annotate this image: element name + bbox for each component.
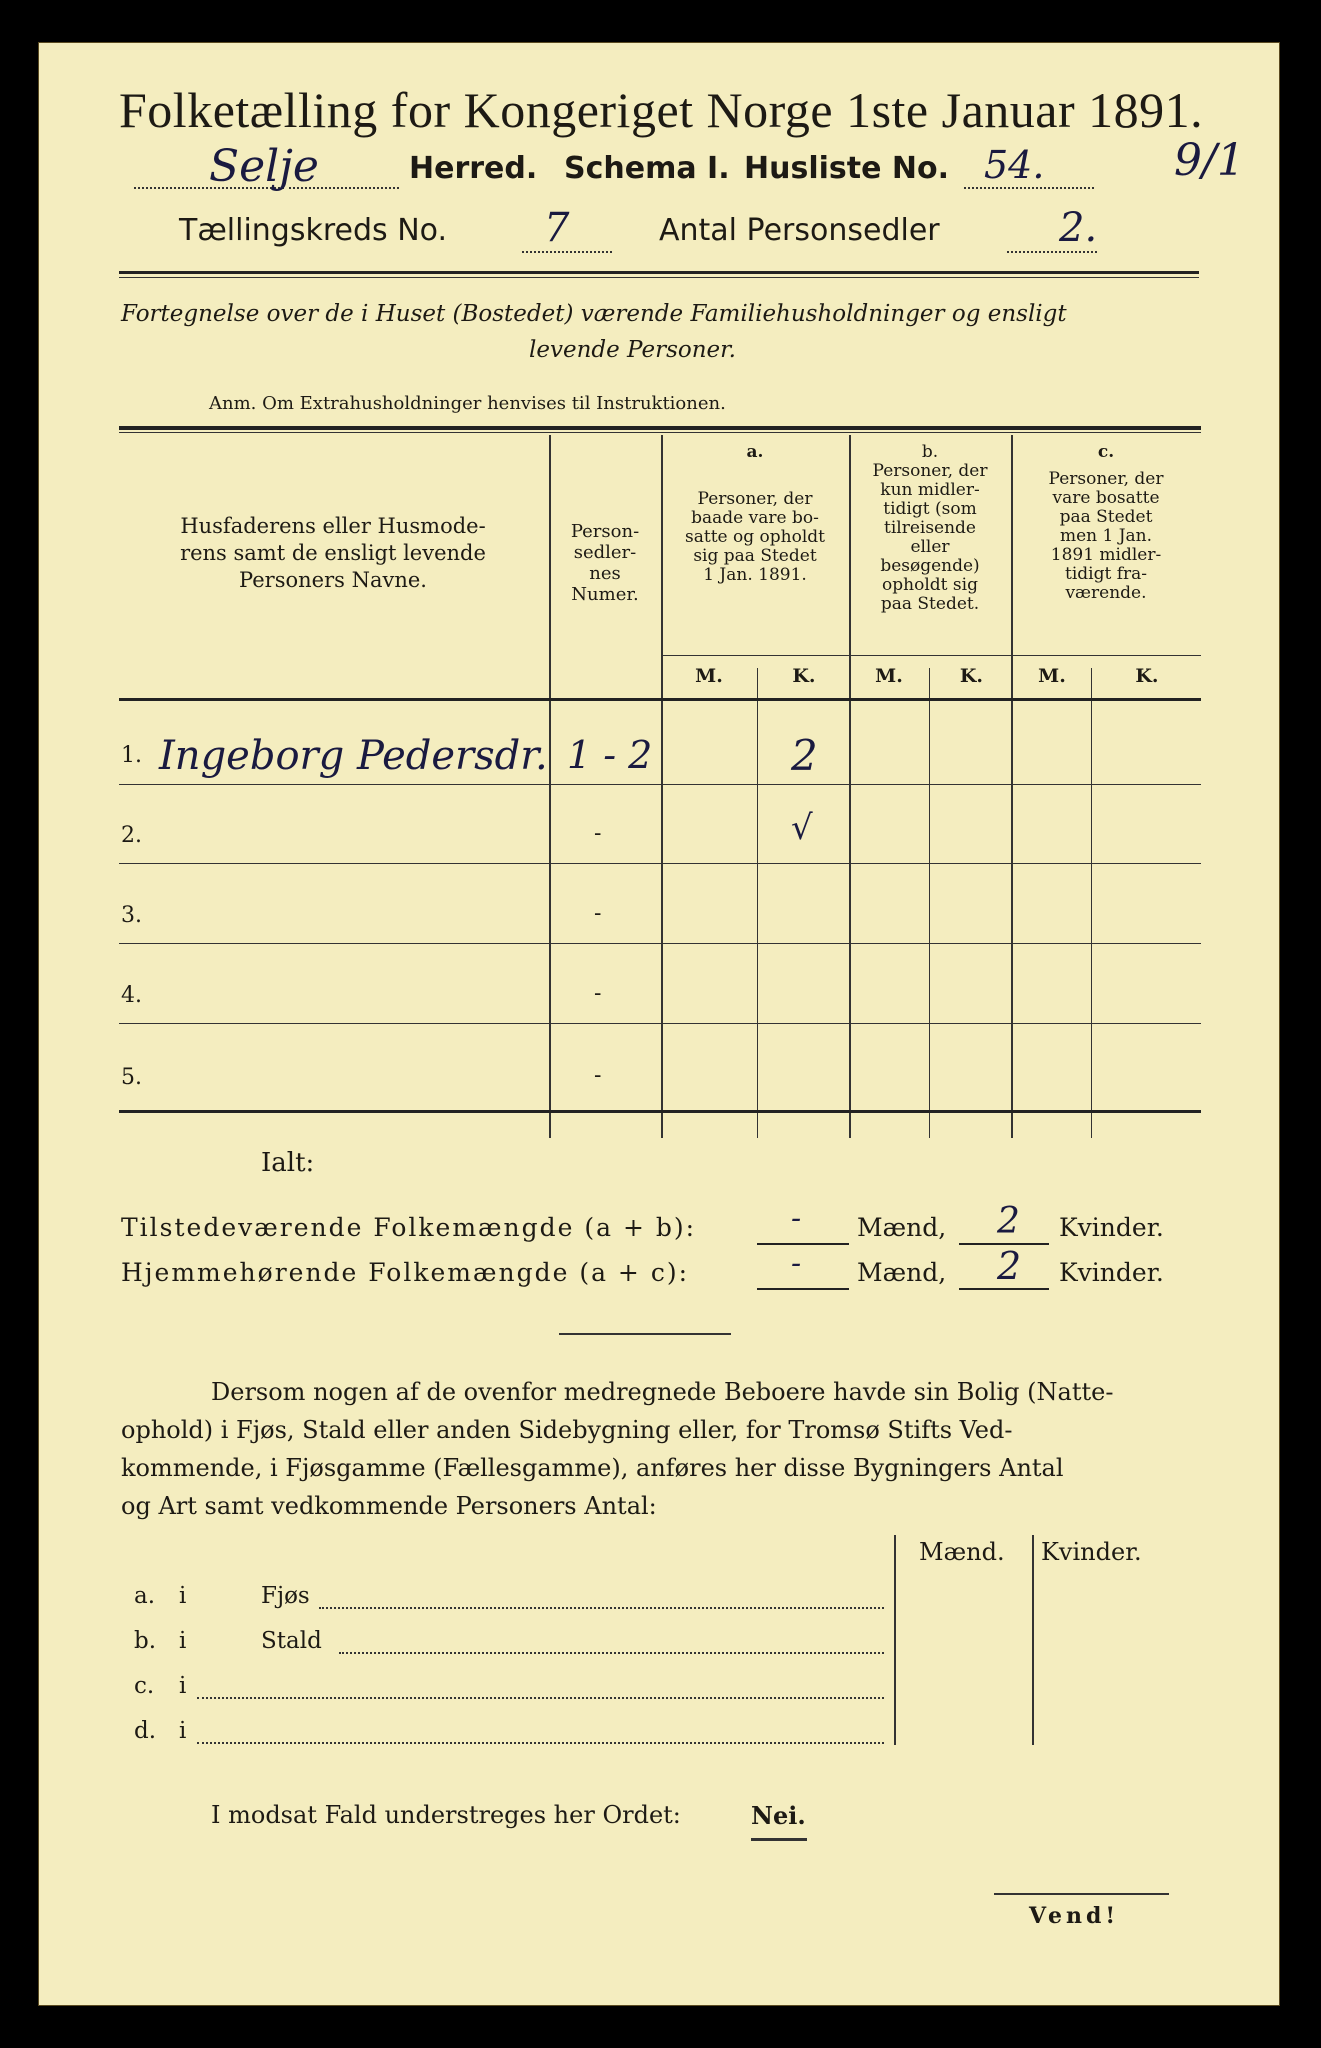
bygning-para-line-1: Dersom nogen af de ovenfor medregnede Beboere havde sin Bolig (Natte- [211, 1378, 1114, 1406]
totals-line-2-maend: - [791, 1246, 802, 1281]
totals-2-maend-blank [757, 1268, 849, 1290]
table-bottom-rule [119, 1110, 1201, 1113]
bygning-col-divider-1 [894, 1535, 896, 1745]
bygning-item-label: Stald [261, 1628, 322, 1654]
col-divider-a-mk [757, 668, 758, 1138]
husliste-value: 54. [984, 143, 1045, 187]
personsedler-value: 2. [1059, 205, 1098, 251]
mk-c-m: M. [1038, 665, 1066, 687]
bygning-item-letter: d. [134, 1718, 157, 1744]
col-head-sedler: Person- sedler- nes Numer. [570, 521, 640, 605]
bygning-item-letter: a. [134, 1583, 156, 1609]
vend-label: Vend! [1029, 1903, 1120, 1929]
row-sedler: - [594, 981, 602, 1006]
col-divider-b-mk [929, 668, 930, 1138]
bygning-col-divider-2 [1032, 1535, 1034, 1745]
bygning-item-dots [197, 1681, 884, 1699]
schema-label: Schema I. [564, 151, 730, 186]
col-head-b: b. Personer, der kun midler- tidigt (som tilreisende eller besøgende) opholdt sig paa Stedet. [872, 442, 988, 614]
kreds-label: Tællingskreds No. [179, 213, 447, 248]
mk-b-k: K. [959, 665, 984, 687]
census-form [38, 42, 1280, 2006]
table-top-rule [119, 426, 1201, 430]
maend-word-1: Mænd, [857, 1213, 947, 1242]
bygning-item-i: i [179, 1718, 187, 1744]
totals-line-1-maend: - [791, 1201, 802, 1236]
row-rule-4 [119, 1023, 1201, 1024]
kvinder-word-2: Kvinder. [1059, 1258, 1164, 1287]
row-number: 3. [121, 903, 142, 928]
mk-a-k: K. [792, 665, 816, 687]
personsedler-label: Antal Personsedler [659, 213, 940, 248]
vend-rule [994, 1893, 1169, 1895]
bygning-item-dots [319, 1591, 884, 1609]
row-a-k: 2 [791, 731, 818, 780]
totals-line-2-label: Hjemmehørende Folkemængde (a + c): [121, 1258, 689, 1287]
bygning-para-line-3: kommende, i Fjøsgamme (Fællesgamme), anføres her disse Bygningers Antal [121, 1454, 1064, 1482]
bygning-item-i: i [179, 1628, 187, 1654]
row-sedler: - [594, 821, 602, 846]
header-rule [119, 271, 1199, 274]
bygning-item-i: i [179, 1673, 187, 1699]
ialt-label: Ialt: [261, 1148, 315, 1178]
header-rule-thin [119, 277, 1199, 278]
corner-mark: 9/1 [1174, 135, 1245, 186]
nei-underline [751, 1838, 807, 1841]
bygning-item-letter: b. [134, 1628, 157, 1654]
section-divider [559, 1333, 731, 1335]
col-head-name: Husfaderens eller Husmode- rens samt de ensligt levende Personers Navne. [180, 514, 486, 592]
intro-line-2: levende Personer. [529, 337, 736, 363]
row-a-k: √ [791, 808, 813, 848]
mk-header-rule [661, 655, 1201, 656]
row-rule-3 [119, 943, 1201, 944]
bygning-item-i: i [179, 1583, 187, 1609]
row-number: 5. [121, 1065, 142, 1090]
herred-dotted-line-2 [289, 151, 399, 189]
row-number: 4. [121, 983, 142, 1008]
row-sedler: - [594, 901, 602, 926]
col-divider-c-mk [1091, 668, 1092, 1138]
kvinder-word-1: Kvinder. [1059, 1213, 1164, 1242]
mk-c-k: K. [1135, 665, 1159, 687]
totals-line-2-kvinder: 2 [997, 1244, 1022, 1288]
modsat-text: I modsat Fald understreges her Ordet: [211, 1801, 681, 1829]
row-sedler: 1 - 2 [567, 733, 653, 777]
row-name: Ingeborg Pedersdr. [159, 733, 548, 779]
row-number: 2. [121, 823, 142, 848]
form-title: Folketælling for Kongeriget Norge 1ste Januar 1891. [119, 82, 1204, 138]
row-sedler: - [594, 1063, 602, 1088]
totals-1-maend-blank [757, 1223, 849, 1245]
mk-a-m: M. [695, 665, 723, 687]
bygning-para-line-4: og Art samt vedkommende Personers Antal: [121, 1492, 657, 1520]
bygning-para-line-2: ophold) i Fjøs, Stald eller anden Sidebygning eller, for Tromsø Stifts Ved- [121, 1416, 1013, 1444]
row-number: 1. [121, 743, 142, 768]
husliste-label: Husliste No. [744, 151, 949, 186]
bygning-item-letter: c. [134, 1673, 155, 1699]
row-rule-2 [119, 863, 1201, 864]
bygning-item-dots [197, 1726, 884, 1744]
table-top-rule-thin [119, 432, 1201, 433]
totals-line-1-label: Tilstedeværende Folkemængde (a + b): [121, 1213, 697, 1242]
anm-note: Anm. Om Extrahusholdninger henvises til Instruktionen. [209, 393, 726, 414]
mk-b-m: M. [875, 665, 903, 687]
col-head-a: a. Personer, der baade vare bo- satte og opholdt sig paa Stedet 1 Jan. 1891. [685, 442, 825, 585]
nei-word: Nei. [751, 1801, 806, 1830]
col-head-c: c. Personer, der vare bosatte paa Stedet men 1 Jan. 1891 midler- tidigt fra- værende. [1048, 442, 1164, 603]
totals-line-1-kvinder: 2 [997, 1201, 1020, 1242]
bygning-col-maend: Mænd. [919, 1538, 1005, 1566]
maend-word-2: Mænd, [857, 1258, 947, 1287]
bygning-col-kvinder: Kvinder. [1041, 1538, 1142, 1566]
bygning-item-label: Fjøs [261, 1583, 310, 1609]
table-header-bottom-rule [119, 698, 1201, 701]
bygning-item-dots [339, 1636, 884, 1654]
intro-line-1: Fortegnelse over de i Huset (Bostedet) værende Familiehusholdninger og ensligt [121, 301, 1067, 327]
herred-value: Selje [209, 141, 319, 192]
row-rule-1 [119, 784, 1201, 785]
herred-label: Herred. [409, 151, 538, 186]
kreds-value: 7 [544, 205, 570, 251]
